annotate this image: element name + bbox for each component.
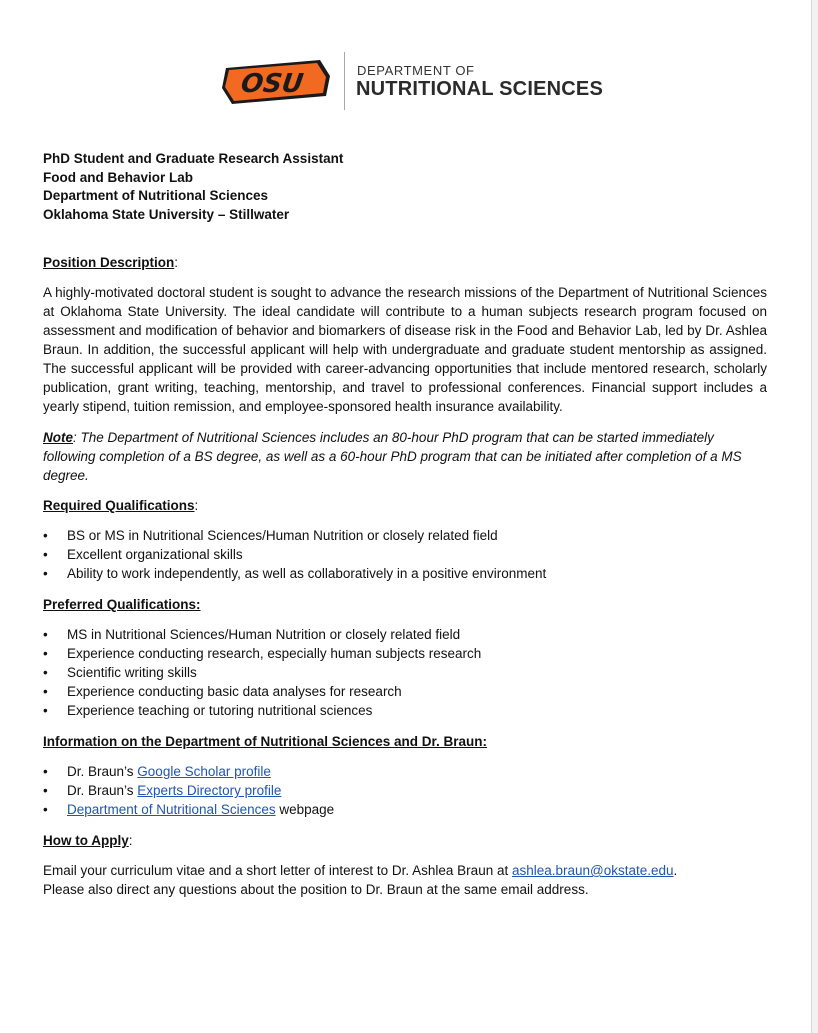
program-note: Note: The Department of Nutritional Sciences includes an 80-hour PhD program that can be started immediately following completion of a BS degree, as well as a 60-hour PhD program that can be initiated after completion of a MS degree. (43, 430, 742, 483)
university-location: Oklahoma State University – Stillwater (43, 206, 290, 222)
apply-heading: How to Apply: (43, 833, 133, 848)
experts-directory-link[interactable]: Experts Directory profile (137, 783, 282, 798)
dept-line-2: NUTRITIONAL SCIENCES (356, 78, 603, 100)
position-description: A highly-motivated doctoral student is sought to advance the research missions of the Department of Nutritional Sciences at Oklahoma State University. The ideal candidate will contribute to a human subjects research program focused on assessment and modification of behavior and biomarkers of disease risk in the Food and Behavior Lab, led by Dr. Ashlea Braun. In addition, the successful applicant will help with undergraduate and graduate student mentorship as assigned. The successful applicant will be provided with career-advancing opportunities that include mentored research, scholarly publication, grant writing, teaching, mentorship, and travel to professional conferences. Financial support includes a yearly stipend, tuition remission, and employee-sponsored health insurance availability. (43, 285, 767, 414)
preferred-list (43, 625, 767, 720)
info-heading: Information on the Department of Nutritional Sciences and Dr. Braun: (43, 734, 488, 749)
google-scholar-link[interactable]: Google Scholar profile (137, 764, 271, 779)
document-body (43, 150, 767, 899)
required-heading: Required Qualifications: (43, 498, 199, 513)
header-divider (344, 52, 345, 110)
letterhead (220, 50, 603, 112)
list-item: • Experience teaching or tutoring nutritional sciences (43, 701, 767, 720)
list-item: • MS in Nutritional Sciences/Human Nutrition or closely related field (43, 625, 767, 644)
department-webpage-link[interactable]: Department of Nutritional Sciences (67, 802, 276, 817)
list-item: • Scientific writing skills (43, 663, 767, 682)
osu-logo (220, 56, 332, 108)
svg-text:OSU: OSU (239, 69, 306, 99)
department-name: Department of Nutritional Sciences (43, 188, 269, 203)
apply-contact-note: Please also direct any questions about the position to Dr. Braun at the same email address. (43, 882, 589, 897)
page-edge (811, 0, 818, 1033)
lab-name: Food and Behavior Lab (43, 169, 194, 185)
list-item: • Experience conducting basic data analyses for research (43, 682, 767, 701)
dept-line-1: DEPARTMENT OF (357, 63, 475, 78)
preferred-heading: Preferred Qualifications: (43, 597, 201, 612)
list-item: • Excellent organizational skills (43, 545, 767, 564)
job-title-block (43, 150, 767, 224)
list-item: • Department of Nutritional Sciences webpage (43, 800, 767, 819)
job-title: PhD Student and Graduate Research Assistant (43, 151, 344, 166)
list-item: • BS or MS in Nutritional Sciences/Human Nutrition or closely related field (43, 526, 767, 545)
list-item: • Dr. Braun’s Experts Directory profile (43, 781, 767, 800)
list-item: • Experience conducting research, especially human subjects research (43, 644, 767, 663)
list-item: • Dr. Braun’s Google Scholar profile (43, 762, 767, 781)
required-list (43, 526, 767, 583)
apply-instructions: Email your curriculum vitae and a short letter of interest to Dr. Ashlea Braun at ashlea.braun@okstate.edu. (43, 863, 678, 878)
email-link[interactable]: ashlea.braun@okstate.edu (511, 863, 674, 878)
info-list (43, 762, 767, 819)
position-heading: Position Description: (43, 255, 179, 270)
list-item: • Ability to work independently, as well as collaboratively in a positive environment (43, 564, 767, 583)
